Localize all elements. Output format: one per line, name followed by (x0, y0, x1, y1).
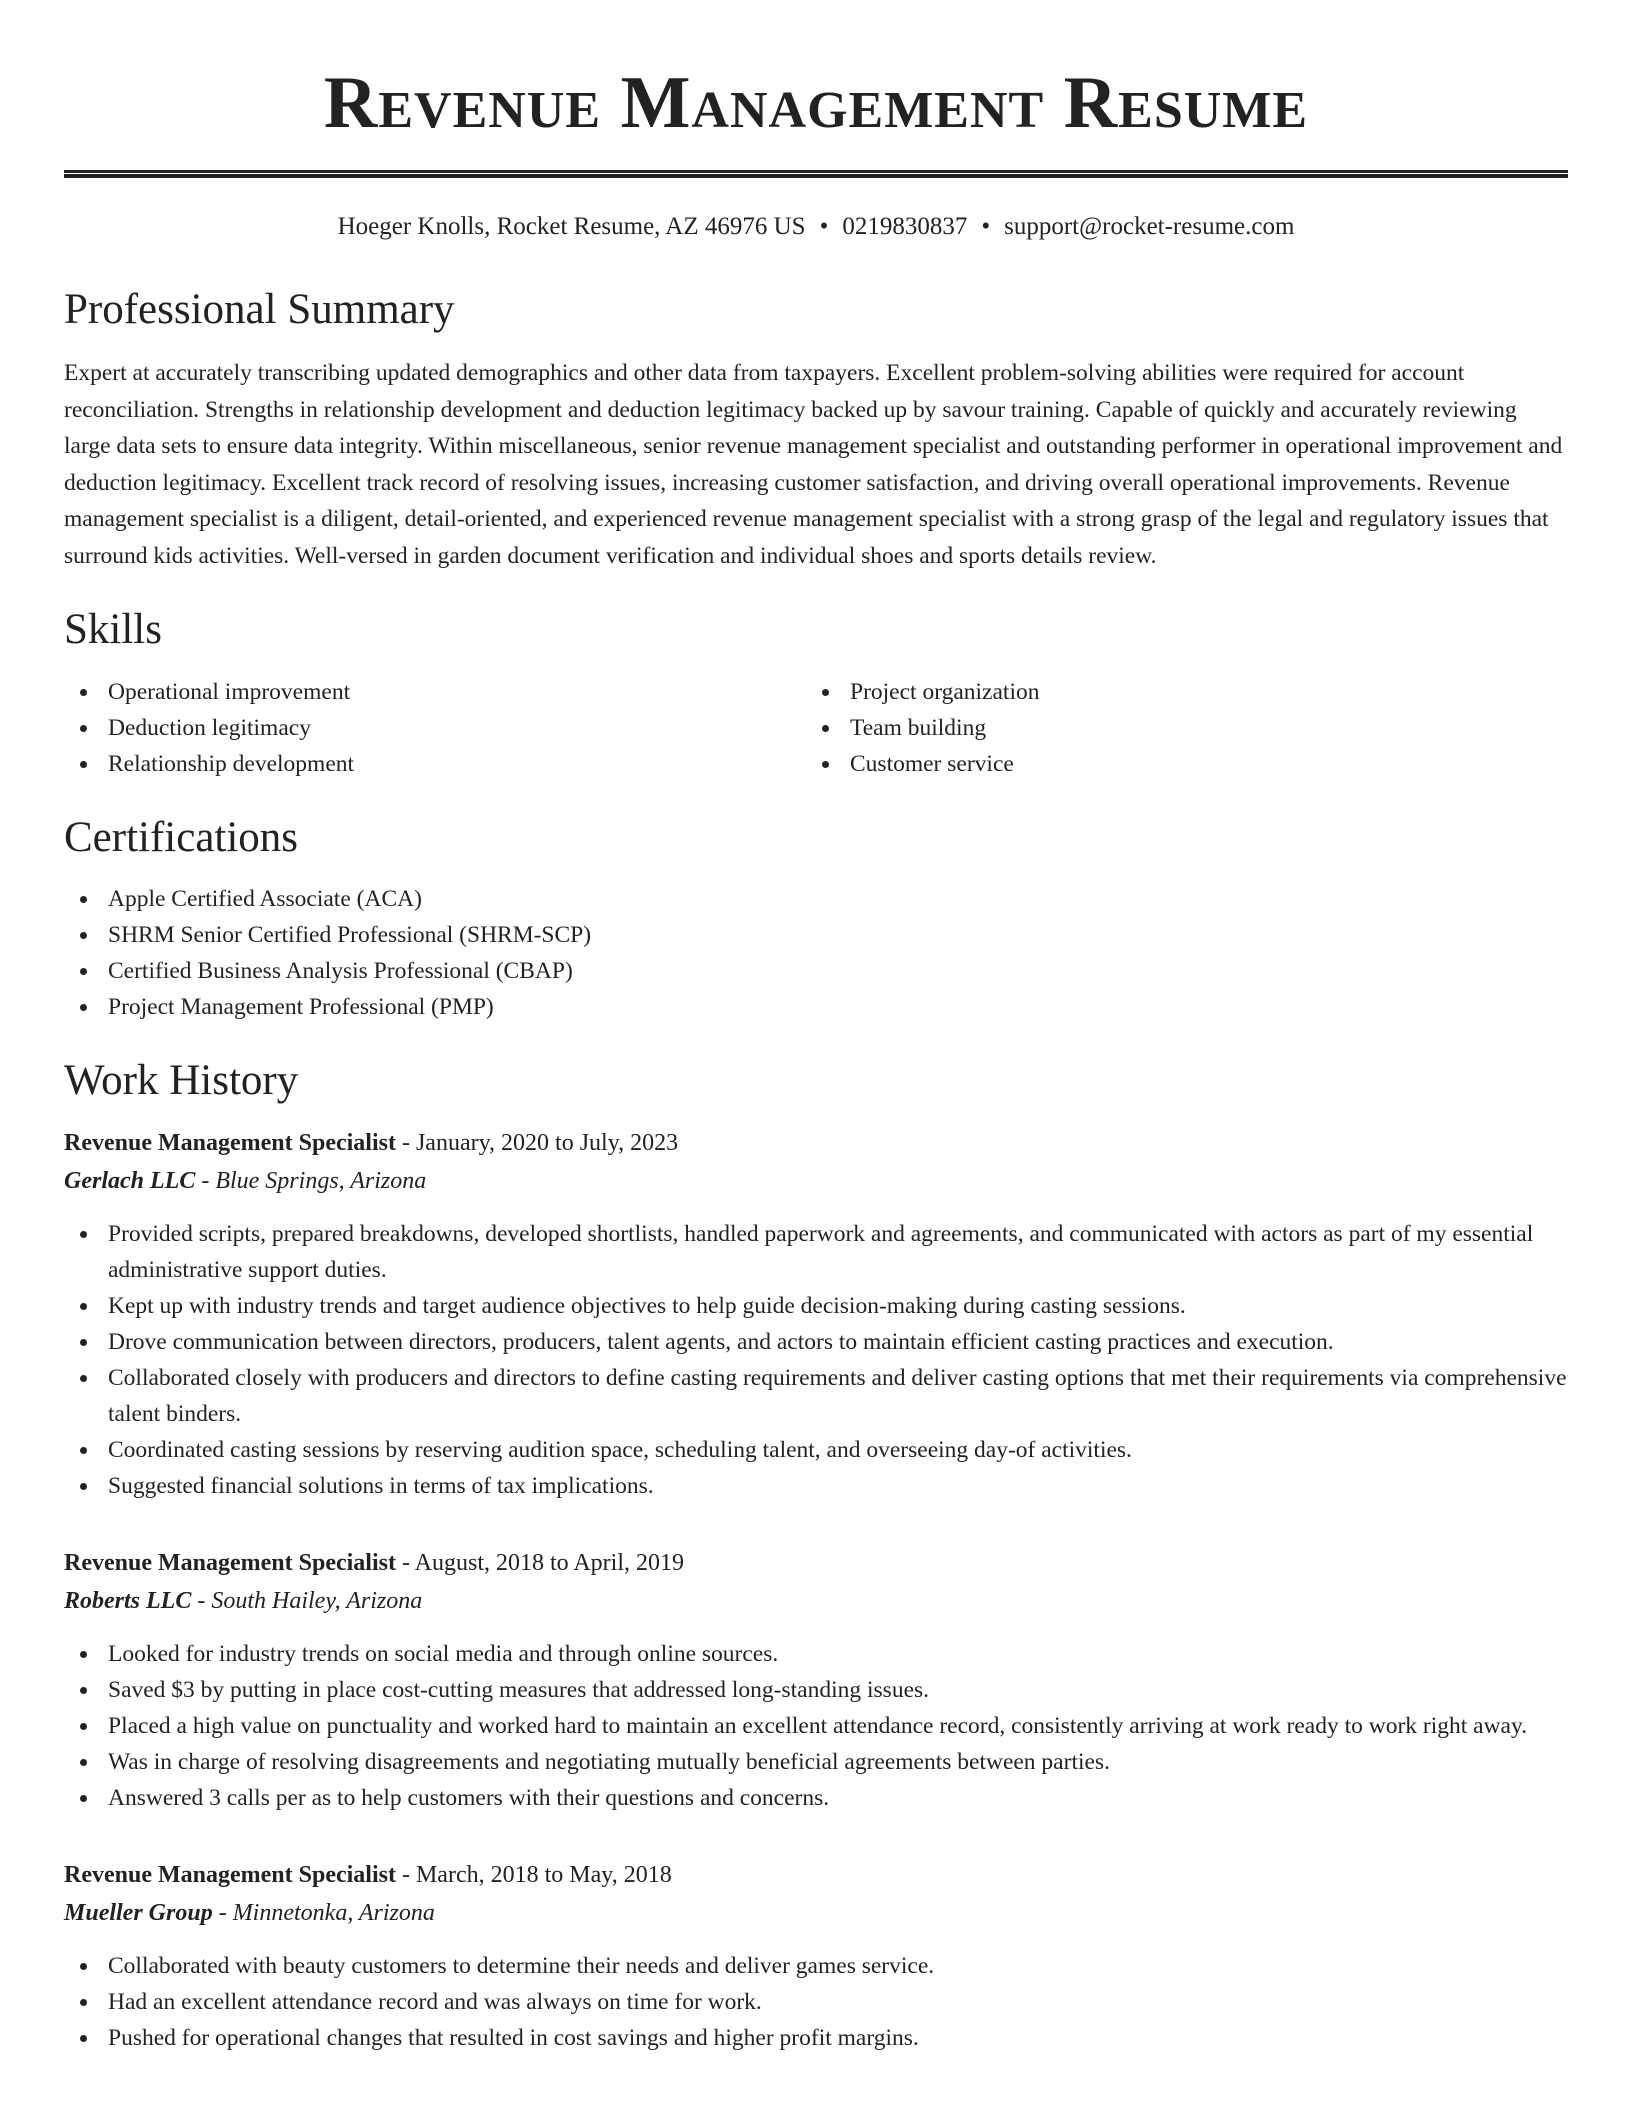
job-role: Revenue Management Specialist (64, 1862, 396, 1889)
job-bullet: Looked for industry trends on social media and through online sources. (64, 1636, 1568, 1672)
job-bullets (64, 1636, 1568, 1816)
skill-item: Project organization (806, 674, 1548, 710)
certification-item: SHRM Senior Certified Professional (SHRM-SCP) (64, 917, 1568, 953)
certification-item: Apple Certified Associate (ACA) (64, 881, 1568, 917)
job-company: Gerlach LLC (64, 1168, 196, 1195)
job-entry (64, 1544, 1568, 1816)
job-dash: - (191, 1588, 212, 1615)
title-divider (64, 170, 1568, 178)
skill-item: Deduction legitimacy (64, 710, 806, 746)
section-heading-work-history: Work History (64, 1056, 299, 1104)
skills-column-left (64, 674, 806, 782)
resume-page (64, 0, 1568, 2056)
job-role: Revenue Management Specialist (64, 1550, 396, 1577)
skill-item: Operational improvement (64, 674, 806, 710)
work-history-section (64, 1057, 1568, 2056)
job-bullets (64, 1216, 1568, 1504)
job-bullet: Coordinated casting sessions by reserving audition space, scheduling talent, and overseeing day-of activities. (64, 1432, 1568, 1468)
job-company: Roberts LLC (64, 1588, 192, 1615)
skill-item: Customer service (806, 746, 1548, 782)
contact-separator: • (981, 213, 991, 240)
job-company: Mueller Group (64, 1900, 213, 1927)
section-heading-certifications: Certifications (64, 813, 299, 861)
job-location: South Hailey, Arizona (211, 1588, 423, 1615)
job-entry (64, 1124, 1568, 1504)
job-dates: January, 2020 to July, 2023 (415, 1130, 679, 1157)
job-location: Minnetonka, Arizona (232, 1900, 435, 1927)
contact-line (64, 212, 1568, 242)
job-location: Blue Springs, Arizona (215, 1168, 427, 1195)
job-bullet: Suggested financial solutions in terms of tax implications. (64, 1468, 1568, 1504)
job-company-line (64, 1894, 1568, 1932)
job-dash: - (195, 1168, 216, 1195)
job-header (64, 1544, 1568, 1582)
skills-grid (64, 674, 1568, 782)
job-dash: - (395, 1862, 416, 1889)
skill-item: Relationship development (64, 746, 806, 782)
contact-phone: 0219830837 (842, 213, 968, 240)
job-bullet: Collaborated closely with producers and directors to define casting requirements and deliver casting options that met their requirements via comprehensive talent binders. (64, 1360, 1568, 1432)
job-bullet: Was in charge of resolving disagreements and negotiating mutually beneficial agreements between parties. (64, 1744, 1568, 1780)
skills-column-right (806, 674, 1548, 782)
job-bullet: Kept up with industry trends and target audience objectives to help guide decision-making during casting sessions. (64, 1288, 1568, 1324)
certification-item: Project Management Professional (PMP) (64, 989, 1568, 1025)
job-bullets (64, 1948, 1568, 2056)
certification-item: Certified Business Analysis Professional (CBAP) (64, 953, 1568, 989)
job-header (64, 1124, 1568, 1162)
job-entry (64, 1856, 1568, 2056)
job-bullet: Provided scripts, prepared breakdowns, developed shortlists, handled paperwork and agreements, and communicated with actors as part of my essential administrative support duties. (64, 1216, 1568, 1288)
job-role: Revenue Management Specialist (64, 1130, 396, 1157)
job-dates: March, 2018 to May, 2018 (415, 1862, 672, 1889)
job-company-line (64, 1162, 1568, 1200)
certifications-list (64, 881, 1568, 1025)
contact-separator: • (819, 213, 829, 240)
job-dash: - (395, 1550, 415, 1577)
job-header (64, 1856, 1568, 1894)
job-dash: - (395, 1130, 416, 1157)
section-heading-summary: Professional Summary (64, 286, 455, 333)
document-title: Revenue Management Resume (323, 62, 1309, 144)
summary-text: Expert at accurately transcribing updated demographics and other data from taxpayers. Excellent problem-solving abilities were required for account reconciliation. Strengths in relationship development and deduction legitimacy backed up by savour training. Capable of quickly and accurately reviewing large data sets to ensure data integrity. Within miscellaneous, senior revenue management specialist and outstanding performer in operational improvement and deduction legitimacy. Excellent track record of resolving issues, increasing customer satisfaction, and driving overall operational improvements. Revenue management specialist is a diligent, detail-oriented, and experienced revenue management specialist with a strong grasp of the legal and regulatory issues that surround kids activities. Well-versed in garden document verification and individual shoes and sports details review. (64, 360, 1563, 569)
section-heading-skills: Skills (64, 606, 162, 654)
job-bullet: Collaborated with beauty customers to determine their needs and deliver games service. (64, 1948, 1568, 1984)
contact-email: support@rocket-resume.com (1004, 213, 1295, 240)
job-bullet: Answered 3 calls per as to help customers with their questions and concerns. (64, 1780, 1568, 1816)
skill-item: Team building (806, 710, 1548, 746)
certifications-section (64, 814, 1568, 1025)
job-company-line (64, 1582, 1568, 1620)
job-bullet: Saved $3 by putting in place cost-cutting measures that addressed long-standing issues. (64, 1672, 1568, 1708)
skills-section (64, 606, 1568, 781)
contact-address: Hoeger Knolls, Rocket Resume, AZ 46976 US (337, 213, 806, 240)
job-bullet: Pushed for operational changes that resulted in cost savings and higher profit margins. (64, 2020, 1568, 2056)
job-bullet: Drove communication between directors, producers, talent agents, and actors to maintain efficient casting practices and execution. (64, 1324, 1568, 1360)
job-bullet: Placed a high value on punctuality and worked hard to maintain an excellent attendance record, consistently arriving at work ready to work right away. (64, 1708, 1568, 1744)
job-dash: - (212, 1900, 233, 1927)
job-bullet: Had an excellent attendance record and was always on time for work. (64, 1984, 1568, 2020)
professional-summary-section (64, 286, 1568, 574)
job-dates: August, 2018 to April, 2019 (414, 1550, 684, 1577)
